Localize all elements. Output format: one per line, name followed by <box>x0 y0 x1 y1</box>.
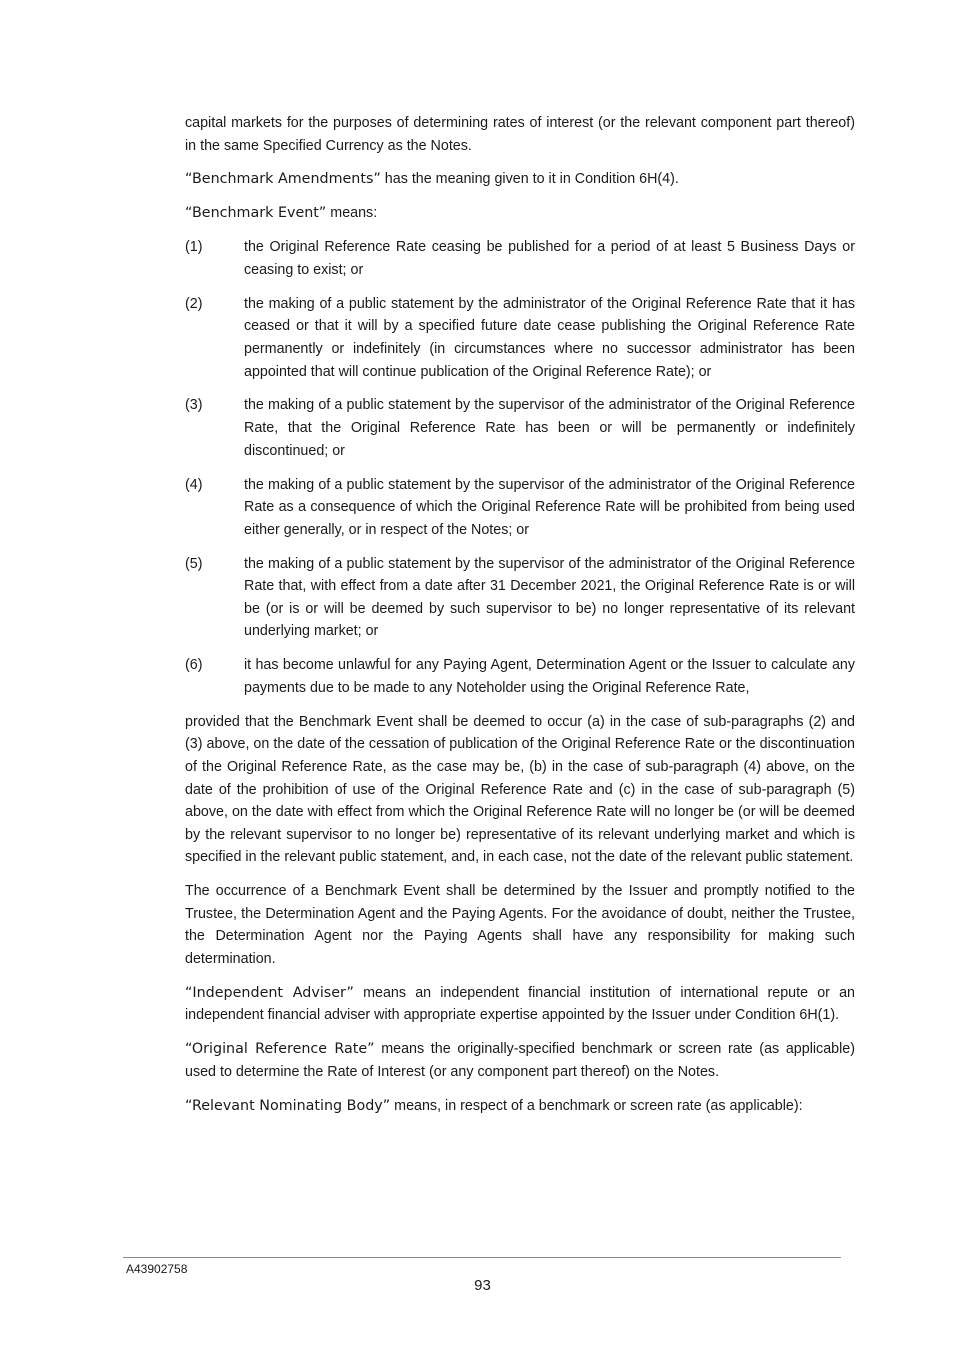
proviso-paragraph: provided that the Benchmark Event shall be deemed to occur (a) in the case of sub-paragraphs (2) and (3) above, on the date of the cessation of publication of the Original Reference Rate or the discontinuation of the Original Reference Rate, as the case may be, (b) in the case of sub-paragraph (4) above, on the date of the prohibition of use of the Original Reference Rate and (c) in the case of sub-paragraph (5) above, on the date with effect from which the Original Reference Rate will no longer be (or will be deemed by the relevant supervisor to no longer be) representative of its relevant underlying market and which is specified in the relevant public statement, and, in each case, not the date of the relevant public statement. <box>185 713 855 866</box>
defined-term: “Original Reference Rate” <box>185 1041 375 1058</box>
item-text: the making of a public statement by the supervisor of the administrator of the Original Reference Rate as a consequence of which the Original Reference Rate will be prohibited from being used either generally, or in respect of the Notes; or <box>244 476 855 538</box>
document-body <box>185 112 855 1129</box>
item-number: (2) <box>185 295 203 312</box>
item-text: the making of a public statement by the supervisor of the administrator of the Original Reference Rate that, with effect from a date after 31 December 2021, the Original Reference Rate is or will be (or is or will be deemed by such supervisor to be) no longer representative of its relevant underlying market; or <box>244 555 855 640</box>
definition-original-reference-rate <box>185 1038 855 1083</box>
definition-independent-adviser <box>185 982 855 1027</box>
document-reference: A43902758 <box>126 1262 188 1276</box>
item-number: (4) <box>185 476 203 493</box>
list-item <box>185 474 855 542</box>
list-item <box>185 236 855 281</box>
definition-text: means, in respect of a benchmark or screen rate (as applicable): <box>390 1097 803 1114</box>
list-item <box>185 654 855 699</box>
benchmark-event-list <box>185 236 855 699</box>
item-text: it has become unlawful for any Paying Agent, Determination Agent or the Issuer to calculate any payments due to be made to any Noteholder using the Original Reference Rate, <box>244 657 855 696</box>
defined-term: “Relevant Nominating Body” <box>185 1097 391 1114</box>
item-number: (6) <box>185 657 203 674</box>
defined-term: “Benchmark Event” <box>185 205 327 222</box>
definition-benchmark-event <box>185 202 855 225</box>
item-text: the making of a public statement by the supervisor of the administrator of the Original Reference Rate, that the Original Reference Rate has been or will be permanently or indefinitely discontinued; or <box>244 397 855 459</box>
defined-term: “Benchmark Amendments” <box>185 171 381 188</box>
definition-text: means: <box>326 205 378 222</box>
item-number: (3) <box>185 397 203 414</box>
item-text: the Original Reference Rate ceasing be published for a period of at least 5 Business Days or ceasing to exist; or <box>244 239 855 278</box>
definition-text: means the originally-specified benchmark or screen rate (as applicable) used to determine the Rate of Interest (or any component part thereof) on the Notes. <box>185 1041 855 1080</box>
definition-relevant-nominating-body <box>185 1095 855 1118</box>
list-item <box>185 394 855 462</box>
list-item <box>185 553 855 643</box>
definition-text: means an independent financial institution of international repute or an independent financial adviser with appropriate expertise appointed by the Issuer under Condition 6H(1). <box>185 984 855 1024</box>
item-number: (5) <box>185 555 203 572</box>
list-item <box>185 293 855 383</box>
page-number: 93 <box>474 1277 491 1294</box>
footer-divider <box>123 1257 841 1258</box>
definition-text: has the meaning given to it in Condition 6H(4). <box>380 171 679 188</box>
item-number: (1) <box>185 239 203 256</box>
defined-term: “Independent Adviser” <box>185 984 354 1001</box>
item-text: the making of a public statement by the administrator of the Original Reference Rate that it has ceased or that it will by a specified future date cease publishing the Original Reference Rate permanently or indefinitely (in circumstances where no successor administrator has been appointed that will continue publication of the Original Reference Rate); or <box>244 295 855 380</box>
occurrence-paragraph: The occurrence of a Benchmark Event shall be determined by the Issuer and promptly notified to the Trustee, the Determination Agent and the Paying Agents. For the avoidance of doubt, neither the Trustee, the Determination Agent nor the Paying Agents shall have any responsibility for making such determination. <box>185 883 855 967</box>
definition-benchmark-amendments <box>185 168 855 191</box>
continuation-paragraph: capital markets for the purposes of determining rates of interest (or the relevant component part thereof) in the same Specified Currency as the Notes. <box>185 115 855 154</box>
